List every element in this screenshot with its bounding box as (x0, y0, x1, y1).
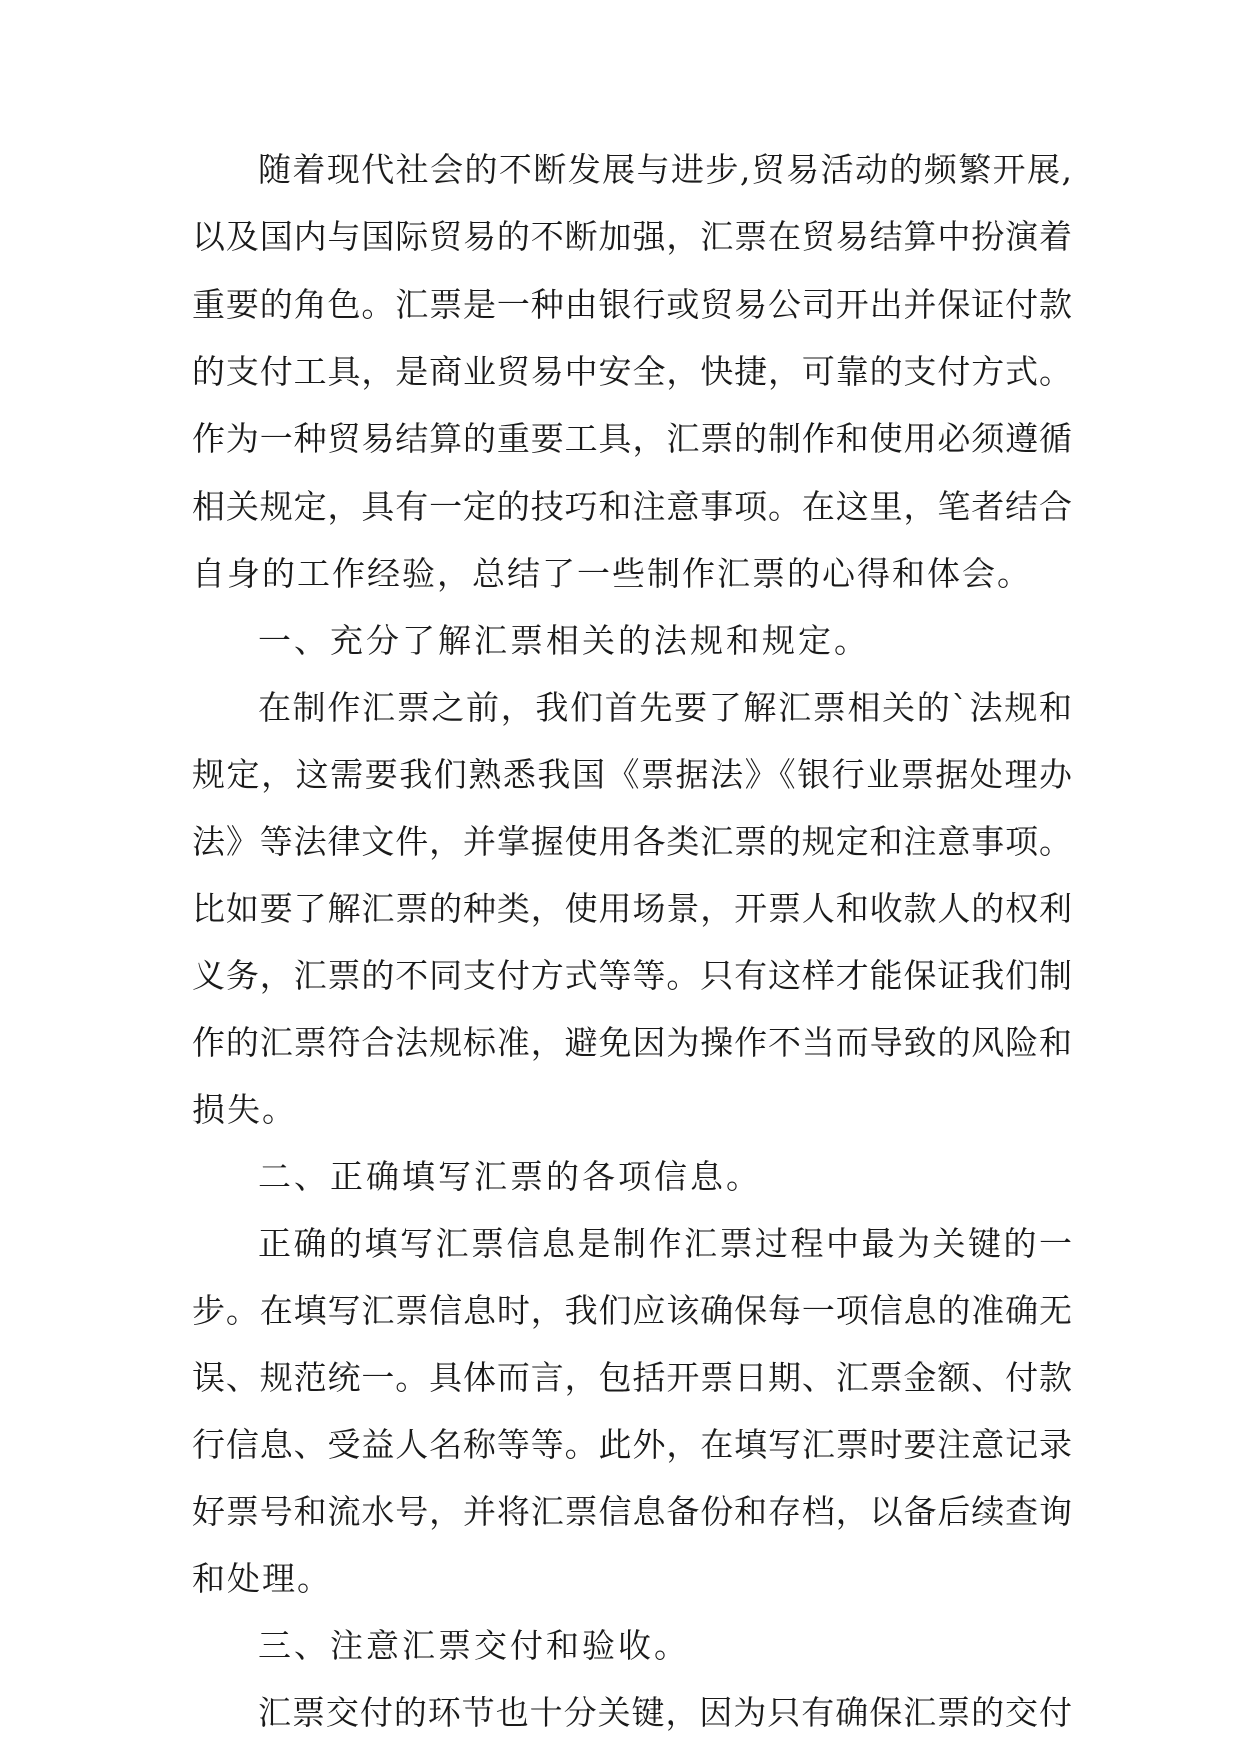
paragraph-line: 步。在填写汇票信息时，我们应该确保每一项信息的准确无 (192, 1291, 1072, 1330)
paragraph-line: 行信息、受益人名称等等。此外，在填写汇票时要注意记录 (192, 1425, 1072, 1464)
paragraph-line: 法》等法律文件，并掌握使用各类汇票的规定和注意事项。 (192, 822, 1072, 861)
paragraph-line: 相关规定，具有一定的技巧和注意事项。在这里，笔者结合 (192, 487, 1072, 526)
paragraph-line: 正确的填写汇票信息是制作汇票过程中最为关键的一 (258, 1224, 1072, 1263)
paragraph-line: 误、规范统一。具体而言，包括开票日期、汇票金额、付款 (192, 1358, 1072, 1397)
paragraph-line: 规定，这需要我们熟悉我国《票据法》《银行业票据处理办 (192, 755, 1072, 794)
paragraph-line: 作的汇票符合法规标准，避免因为操作不当而导致的风险和 (192, 1023, 1072, 1062)
paragraph-line: 汇票交付的环节也十分关键，因为只有确保汇票的交付 (258, 1693, 1072, 1732)
paragraph-line: 的支付工具，是商业贸易中安全，快捷，可靠的支付方式。 (192, 352, 1072, 391)
paragraph-line: 自身的工作经验，总结了一些制作汇票的心得和体会。 (192, 554, 1032, 593)
section-heading: 一、充分了解汇票相关的法规和规定。 (258, 621, 870, 660)
paragraph-line: 比如要了解汇票的种类，使用场景，开票人和收款人的权利 (192, 889, 1072, 928)
paragraph-line: 在制作汇票之前，我们首先要了解汇票相关的`法规和 (258, 688, 1072, 727)
paragraph-line: 和处理。 (192, 1559, 332, 1598)
paragraph-line: 损失。 (192, 1090, 297, 1129)
paragraph-line: 随着现代社会的不断发展与进步,贸易活动的频繁开展, (258, 150, 1072, 189)
paragraph-line: 重要的角色。汇票是一种由银行或贸易公司开出并保证付款 (192, 285, 1072, 324)
paragraph-line: 作为一种贸易结算的重要工具，汇票的制作和使用必须遵循 (192, 419, 1072, 458)
section-heading: 三、注意汇票交付和验收。 (258, 1626, 690, 1665)
paragraph-line: 好票号和流水号，并将汇票信息备份和存档，以备后续查询 (192, 1492, 1072, 1531)
paragraph-line: 以及国内与国际贸易的不断加强，汇票在贸易结算中扮演着 (192, 217, 1072, 256)
section-heading: 二、正确填写汇票的各项信息。 (258, 1157, 762, 1196)
paragraph-line: 义务，汇票的不同支付方式等等。只有这样才能保证我们制 (192, 956, 1072, 995)
